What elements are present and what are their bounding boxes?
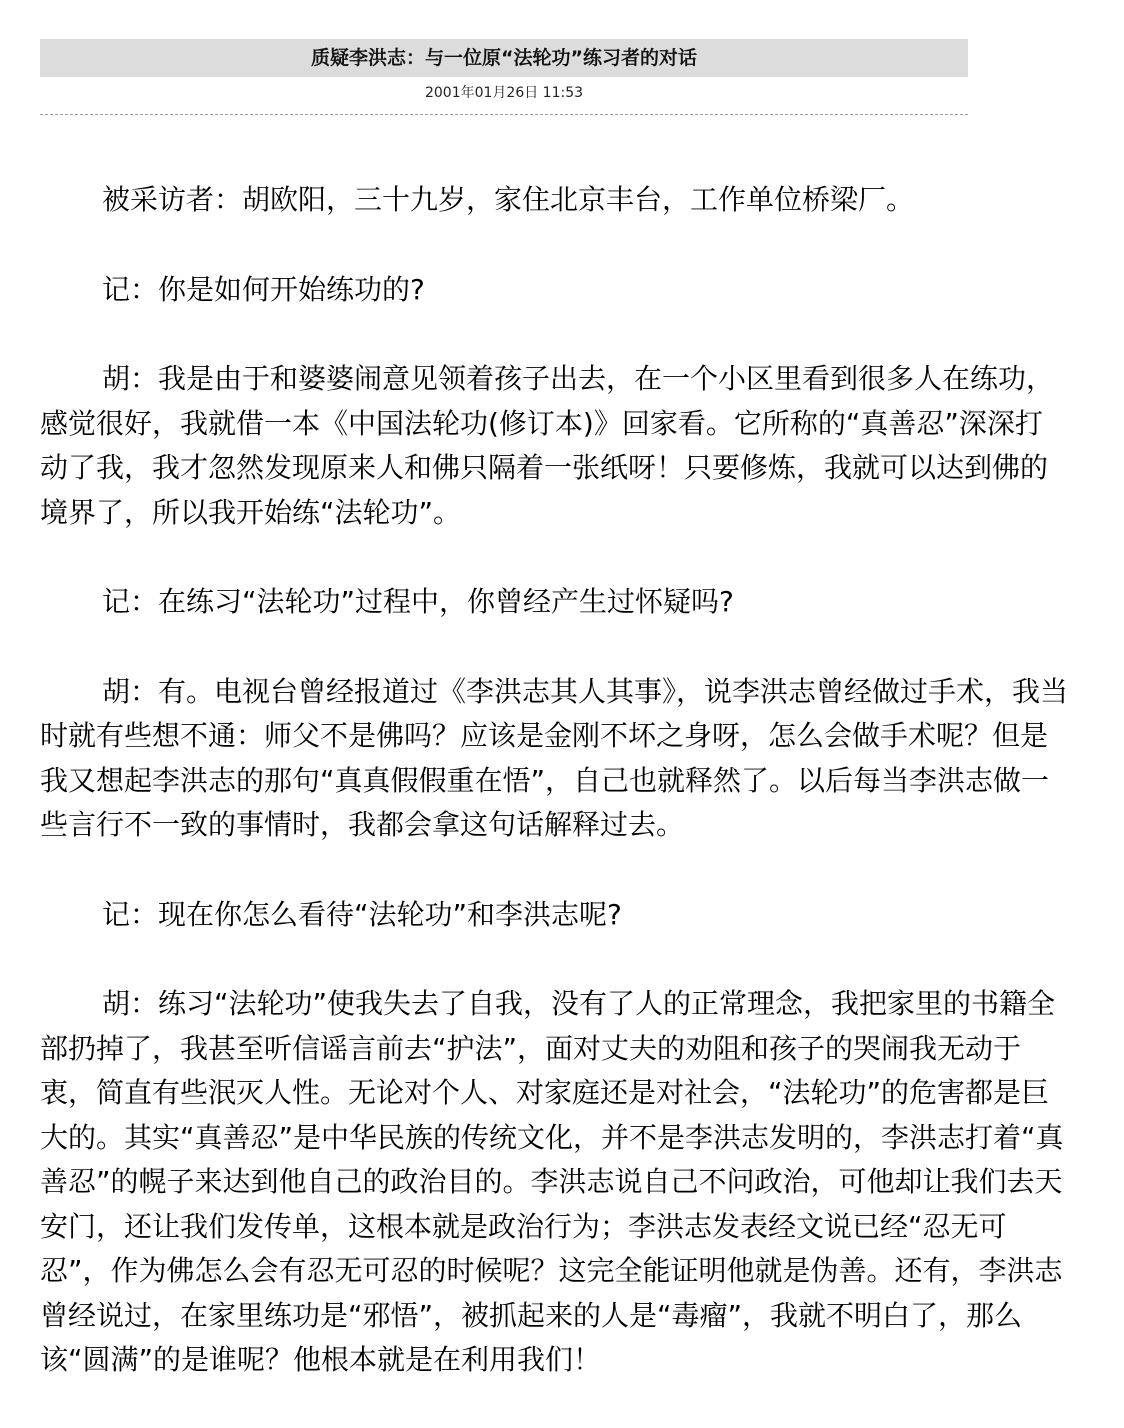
paragraph-question-1: 记：你是如何开始练功的? <box>102 272 425 306</box>
paragraph-answer-1: 胡：我是由于和婆婆闹意见领着孩子出去，在一个小区里看到很多人在练功，感觉很好，我就借一本《中国法轮功(修订本)》回家看。它所称的“真善忍”深深打动了我，我才忽然发现原来人和佛只隔着一张纸呀！只要修炼，我就可以达到佛的境界了，所以我开始练“法轮功”。 <box>40 362 1055 529</box>
paragraph-interviewee: 被采访者：胡欧阳，三十九岁，家住北京丰台，工作单位桥梁厂。 <box>102 183 915 216</box>
article-body <box>40 178 1070 1383</box>
publish-date: 2001年01月26日 11:53 <box>424 85 584 101</box>
paragraph-answer-3: 胡：练习“法轮功”使我失去了自我，没有了人的正常理念，我把家里的书籍全部扔掉了，我甚至听信谣言前去“护法”，面对丈夫的劝阻和孩子的哭闹我无动于衷，简直有些泯灭人性。无论对个人、对家庭还是对社会，“法轮功”的危害都是巨大的。其实“真善忍”是中华民族的传统文化，并不是李洪志发明的，李洪志打着“真善忍”的幌子来达到他自己的政治目的。李洪志说自己不问政治，可他却让我们去天安门，还让我们发传单，这根本就是政治行为；李洪志发表经文说已经“忍无可忍”，作为佛怎么会有忍无可忍的时候呢？这完全能证明他就是伪善。还有，李洪志曾经说过，在家里练功是“邪悟”，被抓起来的人是“毒瘤”，我就不明白了，那么该“圆满”的是谁呢？他根本就是在利用我们！ <box>40 987 1064 1376</box>
dashed-divider <box>40 114 968 115</box>
paragraph-question-3: 记：现在你怎么看待“法轮功”和李洪志呢? <box>102 897 622 931</box>
paragraph-question-2: 记：在练习“法轮功”过程中，你曾经产生过怀疑吗? <box>102 585 734 618</box>
title-bar <box>40 39 968 77</box>
paragraph-answer-2: 胡：有。电视台曾经报道过《李洪志其人其事》，说李洪志曾经做过手术，我当时就有些想不通：师父不是佛吗？应该是金刚不坏之身呀，怎么会做手术呢？但是我又想起李洪志的那句“真真假假重在悟”，自己也就释然了。以后每当李洪志做一些言行不一致的事情时，我都会拿这句话解释过去。 <box>40 674 1069 841</box>
article-title: 质疑李洪志：与一位原“法轮功”练习者的对话 <box>311 47 697 69</box>
